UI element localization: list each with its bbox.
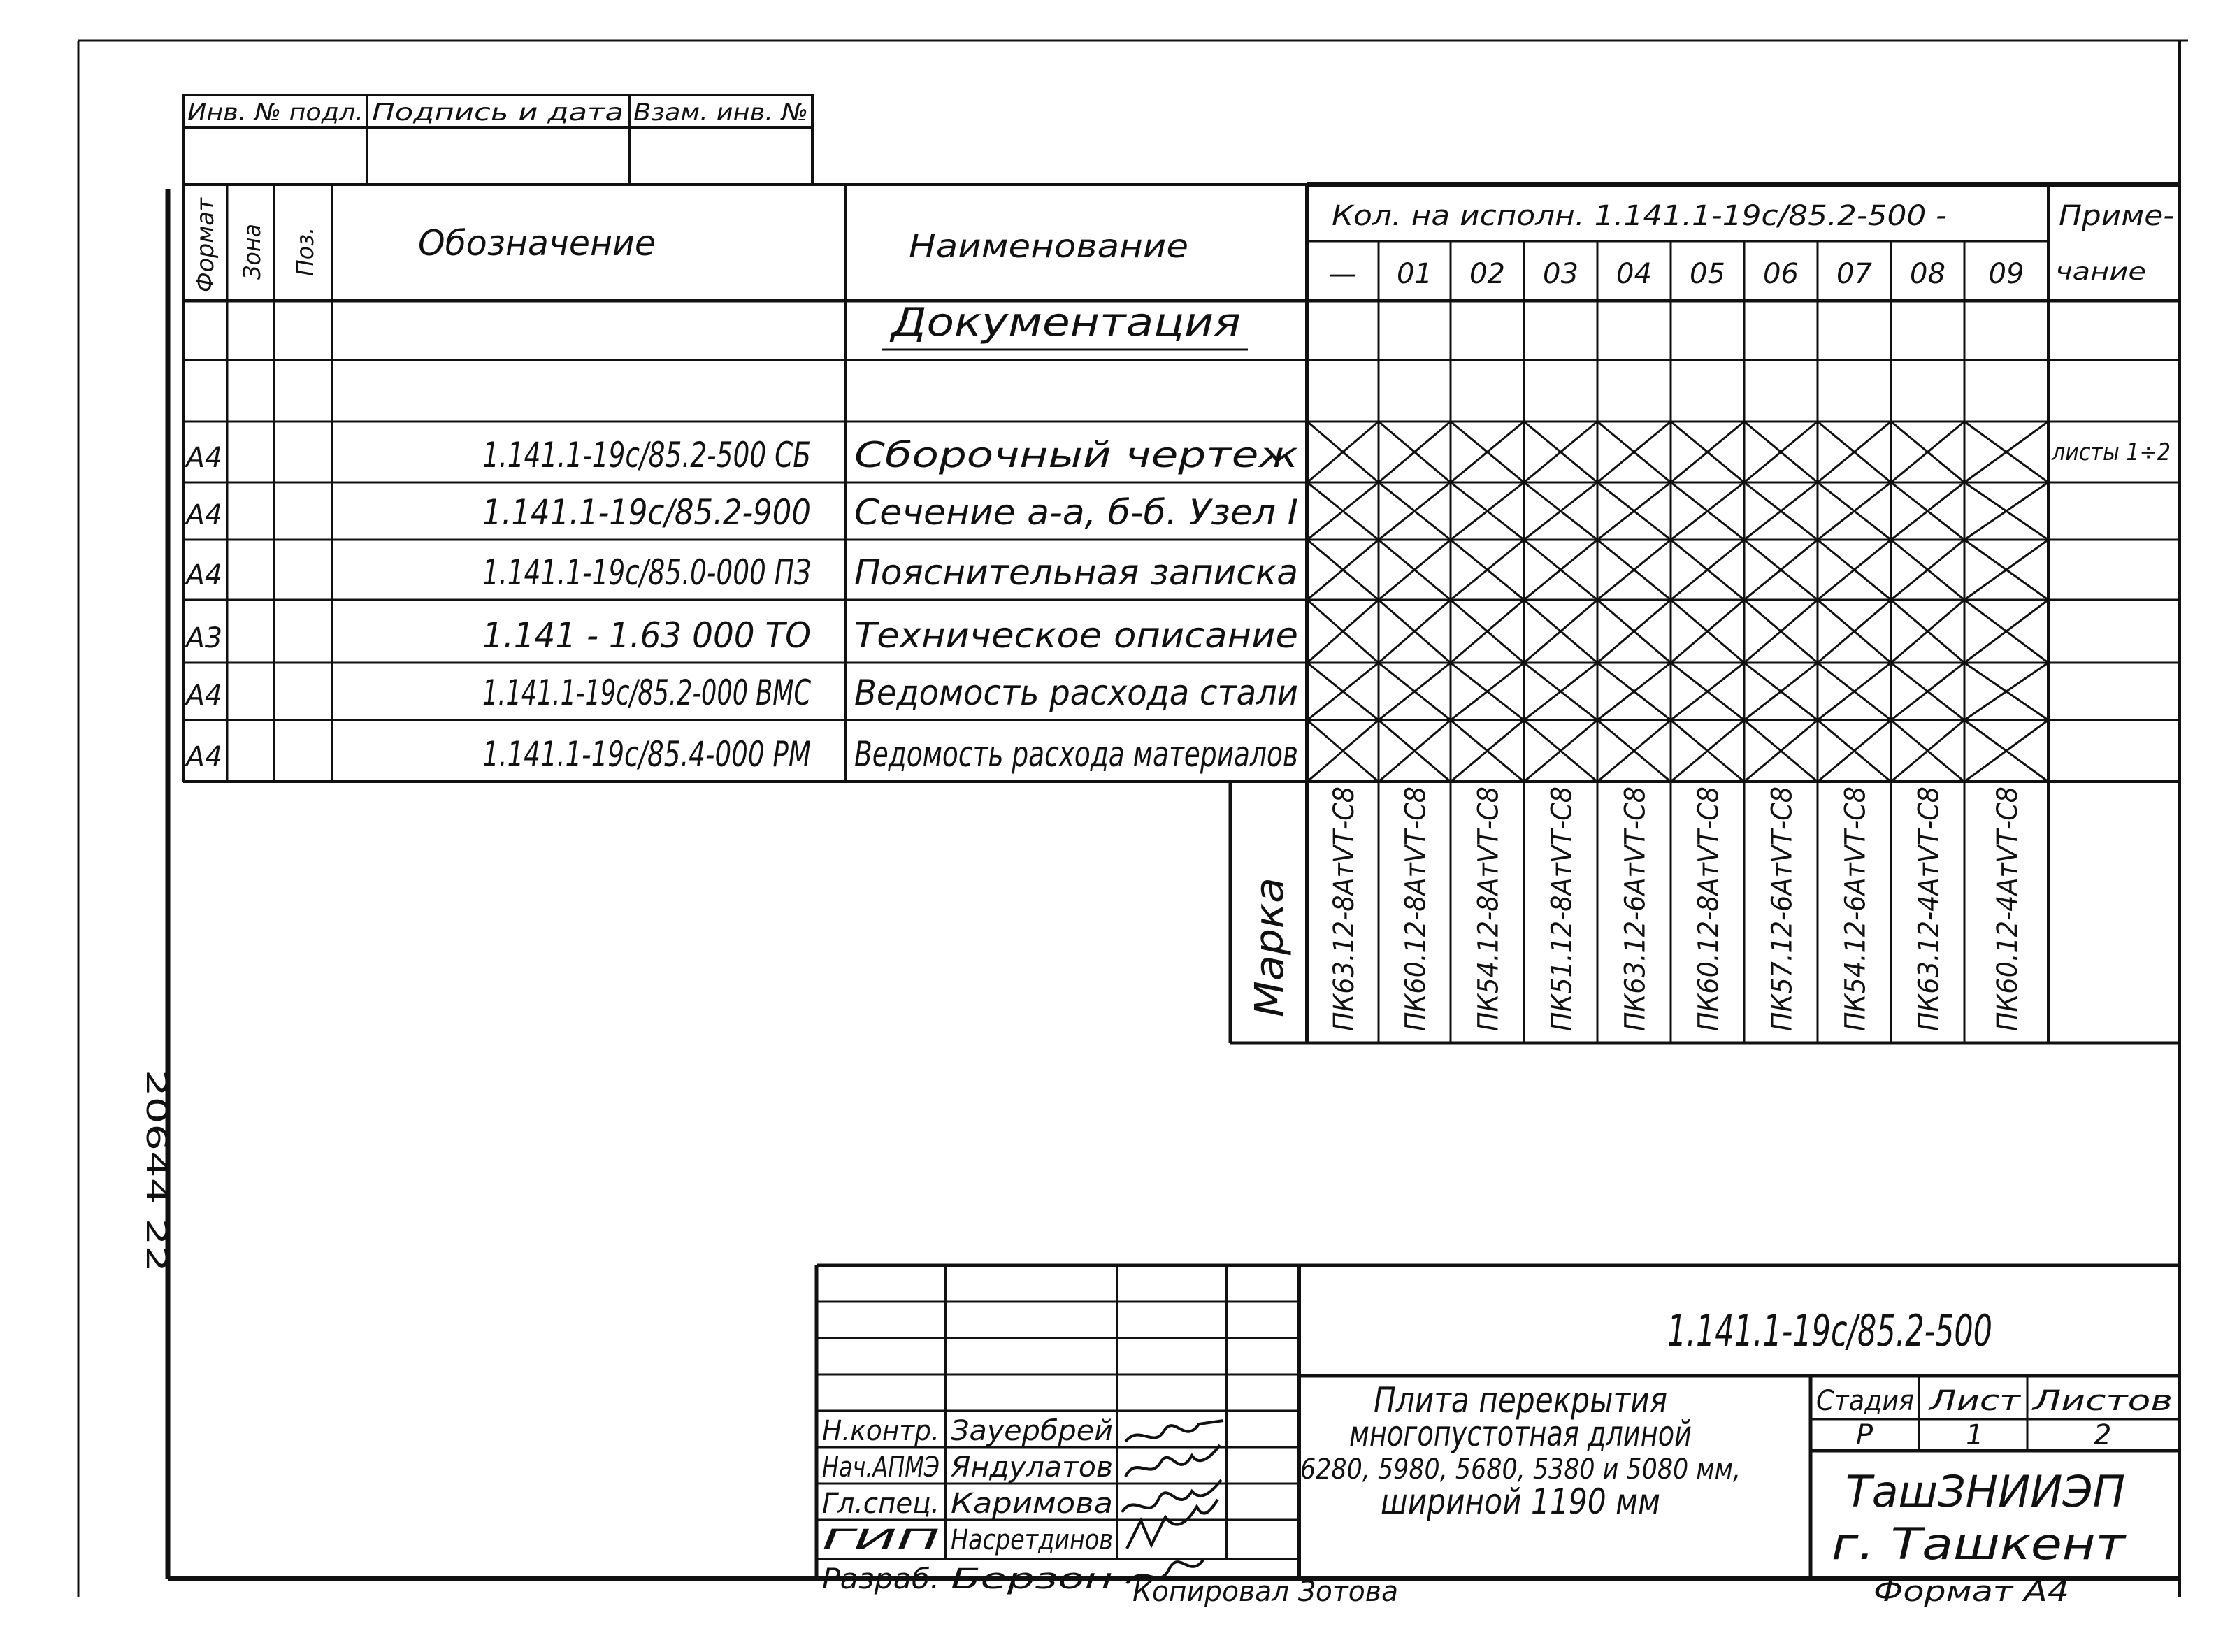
variant-label: — [1329,258,1357,290]
variant-label: 08 [1910,258,1945,290]
header-qty-title: Кол. на исполн. 1.141.1-19с/85.2-500 - [1332,200,1947,232]
role-person: Насретдинов [951,1524,1113,1556]
product-mark: ПК54.12-6АтVТ-С8 [1839,763,1872,1031]
variant-label: 02 [1469,258,1505,290]
variant-labels [1329,258,2024,290]
row-name: Техническое описание [854,615,1298,656]
spec-rows [184,435,2171,775]
org-city: г. Ташкент [1832,1518,2127,1570]
table-row [184,615,1298,656]
org-name: ТашЗНИИЭП [1846,1466,2125,1517]
sheet-value: 1 [1966,1419,1984,1451]
product-marks [1328,763,2024,1031]
side-archive-number: 20644 22 [140,1070,172,1203]
document-title [1300,1380,1741,1522]
variant-label: 07 [1836,258,1872,290]
approval-stamp [183,95,812,185]
stage-value: Р [1856,1419,1873,1451]
role-label: Гл.спец. [822,1488,940,1520]
row-name: Сборочный чертеж [854,435,1298,475]
row-format: А4 [184,559,222,591]
header-designation: Обозначение [418,223,656,264]
table-row [184,492,1298,533]
role-person: Яндулатов [949,1451,1113,1484]
row-note: листы 1÷2 [2051,438,2171,466]
role-label: Нач.АПМЭ [822,1451,940,1484]
row-format: А4 [184,741,222,773]
spec-header [192,197,2174,292]
header-note-bottom: чание [2055,258,2146,286]
title-line: Плита перекрытия [1374,1380,1667,1421]
stamp-col-inv: Инв. № подл. [187,99,364,127]
quantity-cross-marks [1307,422,2048,782]
variant-label: 05 [1690,258,1725,290]
row-format: А4 [184,680,222,712]
stamp-col-sign: Подпись и дата [372,99,624,127]
row-format: А4 [184,442,222,474]
table-row [184,734,1298,775]
role-person: Зауербрей [951,1415,1113,1447]
role-label: Н.контр. [822,1415,940,1447]
stamp-col-replace: Взам. инв. № [633,99,808,127]
section-title: Документация [889,300,1241,345]
product-mark: ПК63.12-6АтVТ-С8 [1619,763,1652,1031]
product-mark: ПК54.12-8АтVТ-С8 [1472,763,1505,1031]
title-line: шириной 1190 мм [1381,1481,1660,1522]
header-name: Наименование [909,227,1188,265]
row-designation: 1.141.1-19с/85.0-000 ПЗ [482,552,811,593]
title-code: 1.141.1-19с/85.2-500 [1667,1305,1992,1356]
row-name: Ведомость расхода материалов [854,734,1298,775]
role-person: Берзон [951,1563,1113,1595]
marks-label: Марка [1247,886,1293,1017]
product-mark: ПК63.12-4АтVТ-С8 [1913,763,1945,1031]
table-row [184,435,2171,475]
variant-label: 01 [1397,258,1432,290]
row-designation: 1.141.1-19с/85.2-900 [482,492,811,533]
footer-copied: Копировал Зотова [1132,1576,1398,1608]
title-line: многопустотная длиной [1349,1414,1692,1454]
row-format: А4 [184,499,222,531]
row-designation: 1.141.1-19с/85.2-500 СБ [482,435,811,475]
header-note-top: Приме- [2059,200,2174,232]
product-mark: ПК60.12-4АтVТ-С8 [1992,763,2024,1031]
table-row [184,673,1298,713]
sheets-label: Листов [2031,1385,2173,1417]
product-mark: ПК51.12-8АтVТ-С8 [1546,763,1578,1031]
product-mark: ПК60.12-8АтVТ-С8 [1692,763,1725,1031]
header-format: Формат [192,196,220,292]
row-designation: 1.141.1-19с/85.2-000 ВМС [482,673,812,713]
variant-label: 06 [1763,258,1799,290]
row-designation: 1.141 - 1.63 000 ТО [482,615,811,656]
variant-label: 03 [1543,258,1578,290]
header-zone: Зона [238,220,266,280]
product-mark: ПК63.12-8АтVТ-С8 [1328,763,1360,1031]
row-name: Пояснительная записка [854,552,1298,593]
sheet-label: Лист [1927,1385,2022,1417]
title-line: 6280, 5980, 5680, 5380 и 5080 мм, [1300,1453,1741,1486]
row-name: Ведомость расхода стали [854,673,1298,713]
product-mark: ПК60.12-8АтVТ-С8 [1400,763,1432,1031]
signature-roles [822,1415,1113,1595]
row-designation: 1.141.1-19с/85.4-000 РМ [482,734,811,775]
variant-label: 09 [1988,258,2024,290]
section-documentation [882,300,1248,350]
role-label: ГИП [822,1524,940,1556]
product-mark: ПК57.12-6АтVТ-С8 [1766,763,1799,1031]
footer-format: Формат А4 [1873,1576,2069,1608]
stage-label: Стадия [1816,1385,1914,1417]
role-person: Каримова [951,1488,1113,1520]
role-label: Разраб. [822,1563,940,1595]
row-format: А3 [184,622,222,654]
sheets-value: 2 [2094,1419,2112,1451]
header-pos: Поз. [292,223,319,276]
title-block [817,1265,2180,1595]
variant-label: 04 [1616,258,1652,290]
table-row [184,552,1298,593]
row-name: Сечение а-а, б-б. Узел I [854,492,1298,533]
